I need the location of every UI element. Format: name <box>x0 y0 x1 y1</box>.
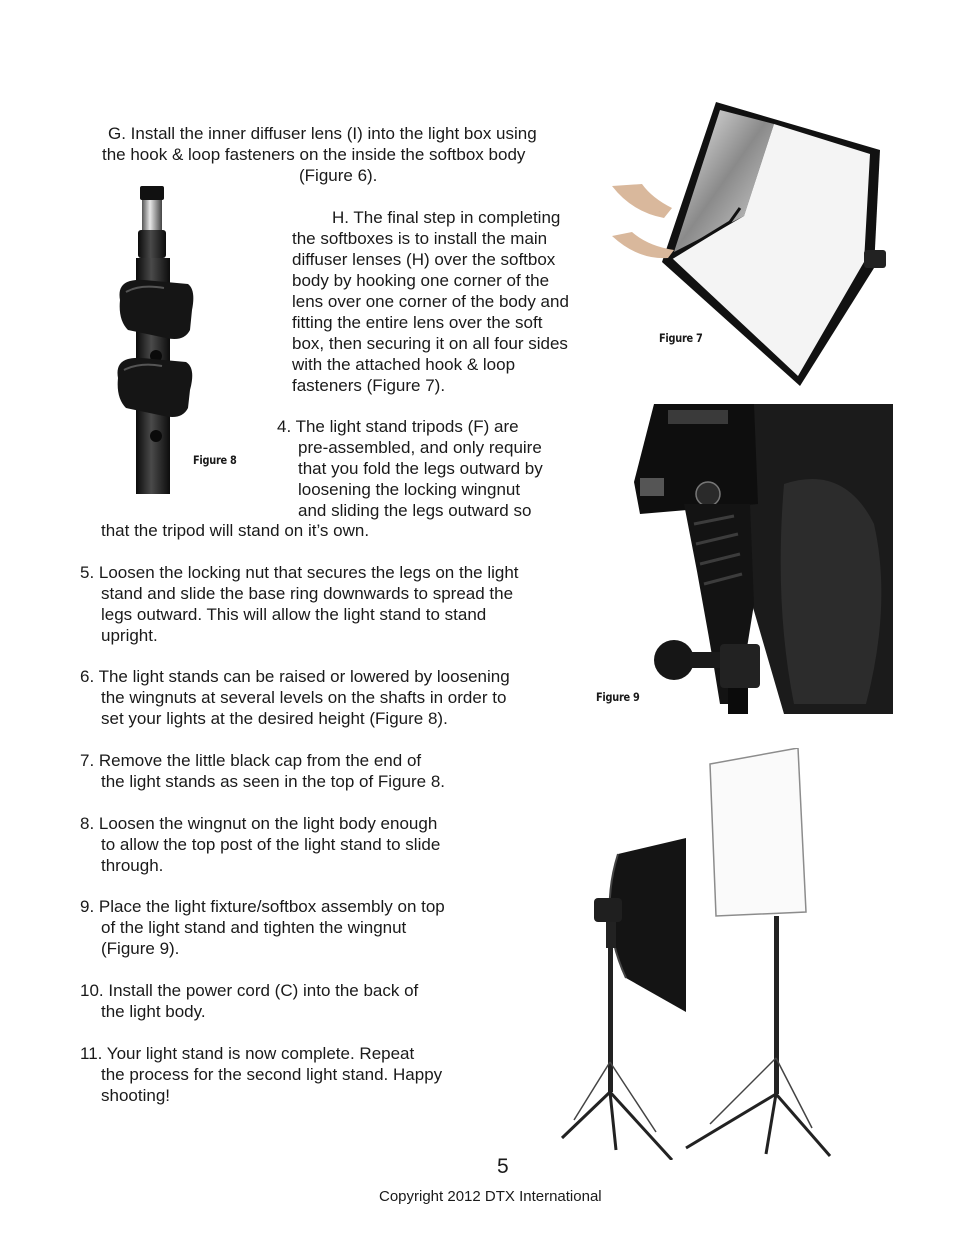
step-h-line-3: diffuser lenses (H) over the softbox <box>292 250 556 269</box>
step-4-line-3: that you fold the legs outward by <box>298 459 543 478</box>
step-9-line-2: of the light stand and tighten the wingnut <box>101 918 407 937</box>
step-5-line-4: upright. <box>101 626 158 645</box>
step-11-line-3: shooting! <box>101 1086 170 1105</box>
step-h-line-1: H. The final step in completing <box>332 208 561 227</box>
step-g-line-3: (Figure 6). <box>299 166 378 185</box>
assembled-light-stands-image <box>560 748 832 1160</box>
step-h-line-5: lens over one corner of the body and <box>292 292 569 311</box>
step-5-line-1: 5. Loosen the locking nut that secures the legs on the light <box>80 563 519 582</box>
step-6-line-1: 6. The light stands can be raised or lowered by loosening <box>80 667 510 686</box>
step-9-line-3: (Figure 9). <box>101 939 180 958</box>
step-8-line-2: to allow the top post of the light stand to slide <box>101 835 441 854</box>
step-4-line-5: and sliding the legs outward so <box>298 501 532 520</box>
figure-9-light-body-image <box>634 404 893 714</box>
step-11-line-2: the process for the second light stand. Happy <box>101 1065 443 1084</box>
figure-8-light-stand-image <box>100 180 210 496</box>
step-8-line-3: through. <box>101 856 164 875</box>
step-5-line-3: legs outward. This will allow the light stand to stand <box>101 605 487 624</box>
step-6-line-2: the wingnuts at several levels on the shafts in order to <box>101 688 507 707</box>
step-6-line-3: set your lights at the desired height (Figure 8). <box>101 709 448 728</box>
step-h-line-8: with the attached hook & loop <box>292 355 516 374</box>
step-5-line-2: stand and slide the base ring downwards to spread the <box>101 584 514 603</box>
step-7-line-1: 7. Remove the little black cap from the end of <box>80 751 422 770</box>
step-h-line-9: fasteners (Figure 7). <box>292 376 446 395</box>
step-9-line-1: 9. Place the light fixture/softbox assembly on top <box>80 897 445 916</box>
page-number: 5 <box>497 1155 509 1178</box>
step-4-line-4: loosening the locking wingnut <box>298 480 521 499</box>
step-h-line-2: the softboxes is to install the main <box>292 229 548 248</box>
step-h-line-4: body by hooking one corner of the <box>292 271 550 290</box>
figure-8-caption: Figure 8 <box>193 453 237 467</box>
step-4-line-2: pre-assembled, and only require <box>298 438 542 457</box>
step-g-line-1: G. Install the inner diffuser lens (I) into the light box using <box>108 124 537 143</box>
step-4-line-1: 4. The light stand tripods (F) are <box>277 417 519 436</box>
step-10-line-1: 10. Install the power cord (C) into the back of <box>80 981 419 1000</box>
figure-9-caption: Figure 9 <box>596 690 640 704</box>
step-4-line-6: that the tripod will stand on it’s own. <box>101 521 370 540</box>
step-h-line-7: box, then securing it on all four sides <box>292 334 568 353</box>
figure-7-caption: Figure 7 <box>659 331 703 345</box>
step-11-line-1: 11. Your light stand is now complete. Repeat <box>80 1044 415 1063</box>
figure-7-softbox-image <box>612 100 892 388</box>
step-g-line-2: the hook & loop fasteners on the inside the softbox body <box>102 145 526 164</box>
step-7-line-2: the light stands as seen in the top of Figure 8. <box>101 772 445 791</box>
step-10-line-2: the light body. <box>101 1002 206 1021</box>
step-8-line-1: 8. Loosen the wingnut on the light body enough <box>80 814 438 833</box>
step-h-line-6: fitting the entire lens over the soft <box>292 313 543 332</box>
copyright-footer: Copyright 2012 DTX International <box>379 1188 602 1205</box>
